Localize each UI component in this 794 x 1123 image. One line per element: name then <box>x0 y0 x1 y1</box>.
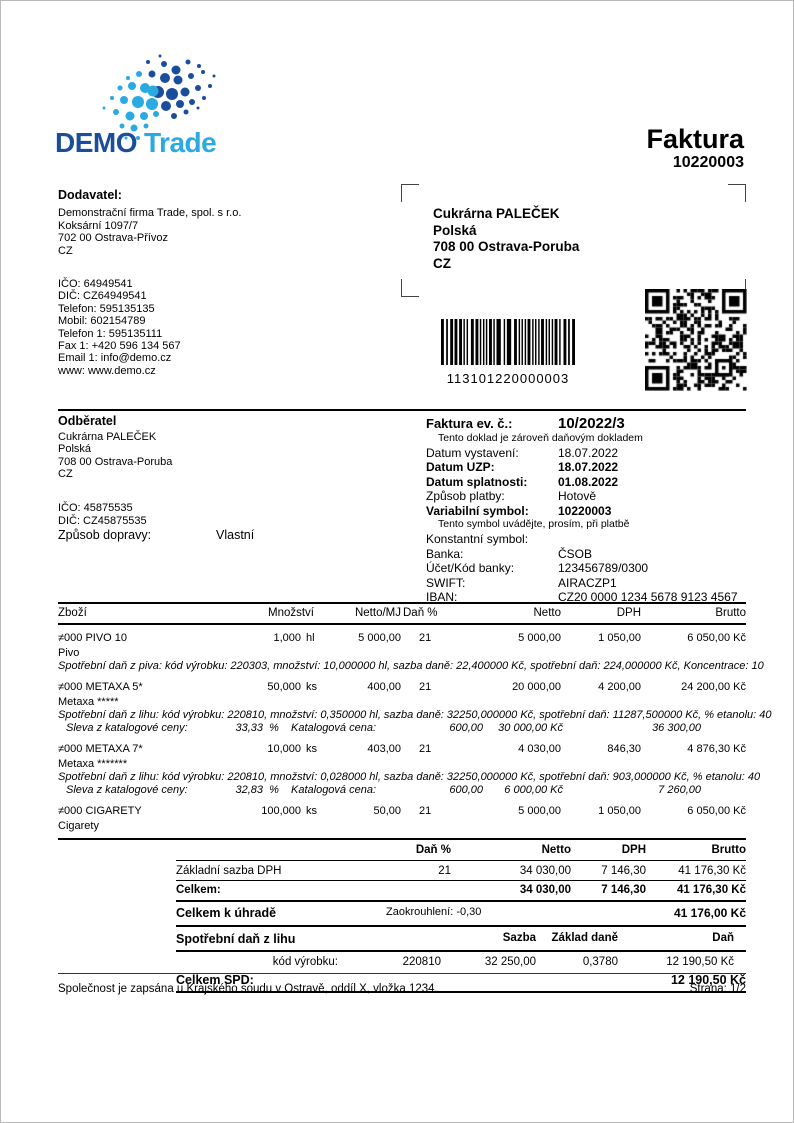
amount-due-label: Celkem k úhradě <box>176 905 277 920</box>
recipient-address-line: 708 00 Ostrava-Poruba <box>433 239 580 254</box>
item-unit-price: 50,00 <box>373 804 401 817</box>
iban-value: CZ20 0000 1234 5678 9123 4567 <box>558 590 738 605</box>
item-unit: ks <box>306 742 317 755</box>
vat-base-dph: 7 146,30 <box>601 864 646 877</box>
bank-label: Banka: <box>426 546 464 561</box>
qr-code-icon <box>645 289 747 391</box>
due-date-value: 01.08.2022 <box>558 474 619 489</box>
item-description: Cigarety <box>58 819 99 832</box>
supplier-contact-line: Fax 1: +420 596 134 567 <box>58 340 181 353</box>
vat-total-dph: 7 146,30 <box>601 883 646 896</box>
invoice-details-panel <box>426 411 746 605</box>
spd-sazba: 32 250,00 <box>484 955 536 968</box>
item-unit: ks <box>306 680 317 693</box>
spd-title: Spotřební daň z lihu <box>176 931 296 946</box>
sum-col-netto: Netto <box>541 843 571 856</box>
supplier-contact-line: www: www.demo.cz <box>58 364 156 377</box>
item-netto: 5 000,00 <box>518 804 561 817</box>
logo <box>55 127 216 159</box>
corner-mark-icon <box>401 279 419 297</box>
discount-netto: 30 000,00 Kč <box>498 722 563 734</box>
item-excise-note: Spotřební daň z lihu: kód výrobku: 220810, množství: 0,350000 hl, sazba daně: 32250,000000 Kč, spotřební daň: 11287,500000 Kč, % etanolu: 40 <box>58 708 772 721</box>
spd-col-sazba: Sazba <box>502 931 536 944</box>
item-vat: 21 <box>419 632 432 644</box>
customer-address-line: 708 00 Ostrava-Poruba <box>58 455 173 468</box>
col-mnozstvi: Množství <box>267 607 314 619</box>
item-qty: 1,000 <box>273 632 301 644</box>
customer-id-line: IČO: 45875535 <box>58 501 133 514</box>
item-netto: 4 030,00 <box>518 742 561 755</box>
recipient-address <box>433 206 579 272</box>
page-number: Strana: 1/2 <box>689 983 746 995</box>
catalog-price-value: 600,00 <box>449 784 483 796</box>
item-unit: ks <box>306 804 317 817</box>
ev-label: Faktura ev. č.: <box>426 416 513 431</box>
page-footer <box>58 973 746 995</box>
title-block <box>646 125 744 173</box>
supplier-contact-line: Telefon: 595135135 <box>58 302 155 315</box>
item-vat: 21 <box>419 742 432 755</box>
footer-note: Společnost je zapsána u Krajského soudu v Ostravě, oddíl X, vložka 1234. <box>58 983 438 995</box>
supplier-contact-line: DIČ: CZ64949541 <box>58 290 147 303</box>
document-number: 10220003 <box>672 154 744 171</box>
amount-due-row <box>176 902 746 927</box>
spd-col-dan: Daň <box>712 931 734 944</box>
invoice-item <box>58 680 772 736</box>
address-window <box>401 184 746 297</box>
catalog-price-label: Katalogová cena: <box>291 784 377 796</box>
ev-value: 10/2022/3 <box>558 415 625 432</box>
main-content <box>58 409 772 993</box>
customer-block <box>58 411 426 602</box>
discount-label: Sleva z katalogové ceny: <box>66 784 188 796</box>
issued-label: Datum vystavení: <box>426 445 519 460</box>
catalog-price-value: 600,00 <box>449 722 483 734</box>
supplier-contact-line: Telefon 1: 595135111 <box>58 327 163 340</box>
col-dph: DPH <box>616 607 641 619</box>
account-value: 123456789/0300 <box>558 561 649 576</box>
item-name: ≠000 METAXA 5* <box>58 680 143 693</box>
recipient-address-line: Polská <box>433 222 477 238</box>
spd-row-label: kód výrobku: <box>272 955 338 968</box>
vat-base-label: Základní sazba DPH <box>176 864 282 877</box>
item-description: Metaxa ***** <box>58 695 119 708</box>
col-brutto: Brutto <box>715 607 746 619</box>
spd-total-label: Celkem SPD: <box>176 972 254 987</box>
transport-value: Vlastní <box>216 528 255 543</box>
items-table-body <box>58 631 772 840</box>
vat-base-brutto: 41 176,30 Kč <box>678 864 746 877</box>
sum-col-dan: Daň % <box>415 843 451 856</box>
item-name: ≠000 CIGARETY <box>58 804 142 817</box>
item-unit-price: 5 000,00 <box>358 632 401 644</box>
sum-col-brutto: Brutto <box>711 843 746 856</box>
supplier-contact-line: IČO: 64949541 <box>58 278 133 291</box>
document-title: Faktura <box>646 124 744 154</box>
item-unit-price: 403,00 <box>367 742 401 755</box>
item-dph: 1 050,00 <box>598 804 641 817</box>
spd-product-code: 220810 <box>402 955 441 968</box>
payment-value: Hotově <box>558 489 597 504</box>
spd-row <box>176 952 746 970</box>
supplier-contact-line: Email 1: info@demo.cz <box>58 352 172 365</box>
invoice-item <box>58 804 746 833</box>
supplier-address-line: Koksární 1097/7 <box>58 219 139 232</box>
col-zbozi: Zboží <box>58 607 87 619</box>
item-brutto: 24 200,00 Kč <box>681 680 746 693</box>
logo-demo-text: DEMO <box>55 127 137 158</box>
vat-summary-header <box>176 840 746 861</box>
item-qty: 10,000 <box>267 742 301 755</box>
customer-id-line: DIČ: CZ45875535 <box>58 514 147 527</box>
rounding-label: Zaokrouhlení: <box>386 905 454 918</box>
vat-summary <box>176 840 746 993</box>
vat-total-netto: 34 030,00 <box>519 883 571 896</box>
rounding <box>386 906 566 920</box>
discount-brutto: 36 300,00 <box>652 722 701 734</box>
item-qty: 50,000 <box>267 680 301 693</box>
customer-heading: Odběratel <box>58 414 117 428</box>
items-table <box>58 602 772 840</box>
invoice-item <box>58 742 761 798</box>
discount-brutto: 7 260,00 <box>658 784 701 796</box>
sum-col-dph: DPH <box>621 843 646 856</box>
transport-label: Způsob dopravy: <box>58 528 152 543</box>
item-brutto: 6 050,00 Kč <box>687 632 746 644</box>
customer-address-line: Polská <box>58 443 92 456</box>
payment-symbol-note: Tento symbol uvádějte, prosím, při platbě <box>438 518 630 531</box>
item-excise-note: Spotřební daň z piva: kód výrobku: 220303, množství: 10,000000 hl, sazba daně: 22,400000 Kč, spotřební daň: 224,000000 Kč, Koncentrace: 10 <box>58 660 764 672</box>
corner-mark-icon <box>401 184 419 202</box>
logo-trade-text: Trade <box>144 127 217 158</box>
vat-total-label: Celkem: <box>176 883 221 896</box>
items-table-header <box>58 604 746 625</box>
item-name: ≠000 PIVO 10 <box>58 632 128 644</box>
vat-base-netto: 34 030,00 <box>519 864 571 877</box>
item-discount-row <box>58 722 746 736</box>
item-netto: 5 000,00 <box>518 632 561 644</box>
supplier-heading: Dodavatel: <box>58 188 122 202</box>
supplier-address-line: 702 00 Ostrava-Přívoz <box>58 232 169 245</box>
vat-total-brutto: 41 176,30 Kč <box>676 883 746 896</box>
item-description: Metaxa ******* <box>58 757 128 770</box>
rounding-value: -0,30 <box>456 905 482 918</box>
customer-address-line: Cukrárna PALEČEK <box>58 430 157 443</box>
barcode-icon <box>441 319 575 365</box>
discount-pct: 33,33 <box>235 722 263 734</box>
discount-label: Sleva z katalogové ceny: <box>66 722 188 734</box>
catalog-price-label: Katalogová cena: <box>291 722 377 734</box>
item-unit: hl <box>306 632 315 644</box>
item-brutto: 6 050,00 Kč <box>687 804 746 817</box>
issued-value: 18.07.2022 <box>558 445 619 460</box>
barcode-block <box>438 319 578 386</box>
col-dan: Daň % <box>403 607 438 619</box>
recipient-address-line: CZ <box>433 255 451 271</box>
corner-mark-icon <box>728 184 746 202</box>
item-qty: 100,000 <box>261 804 301 817</box>
vat-base-row <box>176 861 746 880</box>
item-excise-note: Spotřební daň z lihu: kód výrobku: 220810, množství: 0,028000 hl, sazba daně: 32250,000000 Kč, spotřební daň: 903,000000 Kč, % etanolu: 40 <box>58 770 761 783</box>
spd-header <box>176 927 746 952</box>
col-netto-mj: Netto/MJ <box>354 607 401 619</box>
discount-pct: 32,83 <box>235 784 263 796</box>
spd-zaklad: 0,3780 <box>582 955 618 968</box>
item-netto: 20 000,00 <box>512 680 561 693</box>
item-vat: 21 <box>419 680 432 693</box>
item-name: ≠000 METAXA 7* <box>58 742 143 755</box>
item-brutto: 4 876,30 Kč <box>687 742 746 755</box>
constant-symbol-label: Konstantní symbol: <box>426 531 529 546</box>
vat-base-dan: 21 <box>438 864 451 877</box>
recipient-address-line: Cukrárna PALEČEK <box>433 206 560 221</box>
supplier-contact-line: Mobil: 602154789 <box>58 315 146 328</box>
account-label: Účet/Kód banky: <box>426 561 515 576</box>
iban-label: IBAN: <box>426 590 458 605</box>
spd-col-zaklad: Základ daně <box>551 931 618 944</box>
amount-due-value: 41 176,00 Kč <box>673 905 746 920</box>
invoice-item <box>58 631 764 674</box>
col-netto: Netto <box>533 607 561 619</box>
tax-document-note: Tento doklad je zároveň daňovým dokladem <box>438 432 643 444</box>
item-vat: 21 <box>419 804 432 817</box>
item-dph: 4 200,00 <box>598 680 641 693</box>
supplier-address-line: Demonstrační firma Trade, spol. s r.o. <box>58 207 242 220</box>
discount-pct-sign: % <box>269 784 279 796</box>
item-discount-row <box>58 784 746 798</box>
customer-address-line: CZ <box>58 468 73 481</box>
item-dph: 1 050,00 <box>598 632 641 644</box>
payment-label: Způsob platby: <box>426 489 505 504</box>
variable-symbol-label: Variabilní symbol: <box>426 503 529 518</box>
bank-value: ČSOB <box>558 546 593 561</box>
item-dph: 846,30 <box>607 742 641 755</box>
barcode-value: 113101220000003 <box>446 371 570 386</box>
discount-netto: 6 000,00 Kč <box>504 784 563 796</box>
transport-row <box>58 529 426 542</box>
spd-dan: 12 190,50 Kč <box>666 955 734 968</box>
discount-pct-sign: % <box>269 722 279 734</box>
variable-symbol-value: 10220003 <box>558 503 612 518</box>
swift-label: SWIFT: <box>426 575 466 590</box>
vat-total-row <box>176 880 746 902</box>
due-date-label: Datum splatnosti: <box>426 474 528 489</box>
swift-value: AIRACZP1 <box>558 575 617 590</box>
spd-total-value: 12 190,50 Kč <box>670 972 746 987</box>
item-description: Pivo <box>58 647 80 659</box>
uzp-value: 18.07.2022 <box>558 460 619 475</box>
supplier-address-line: CZ <box>58 244 73 257</box>
uzp-label: Datum UZP: <box>426 460 495 475</box>
item-unit-price: 400,00 <box>367 680 401 693</box>
supplier-block <box>58 189 241 377</box>
